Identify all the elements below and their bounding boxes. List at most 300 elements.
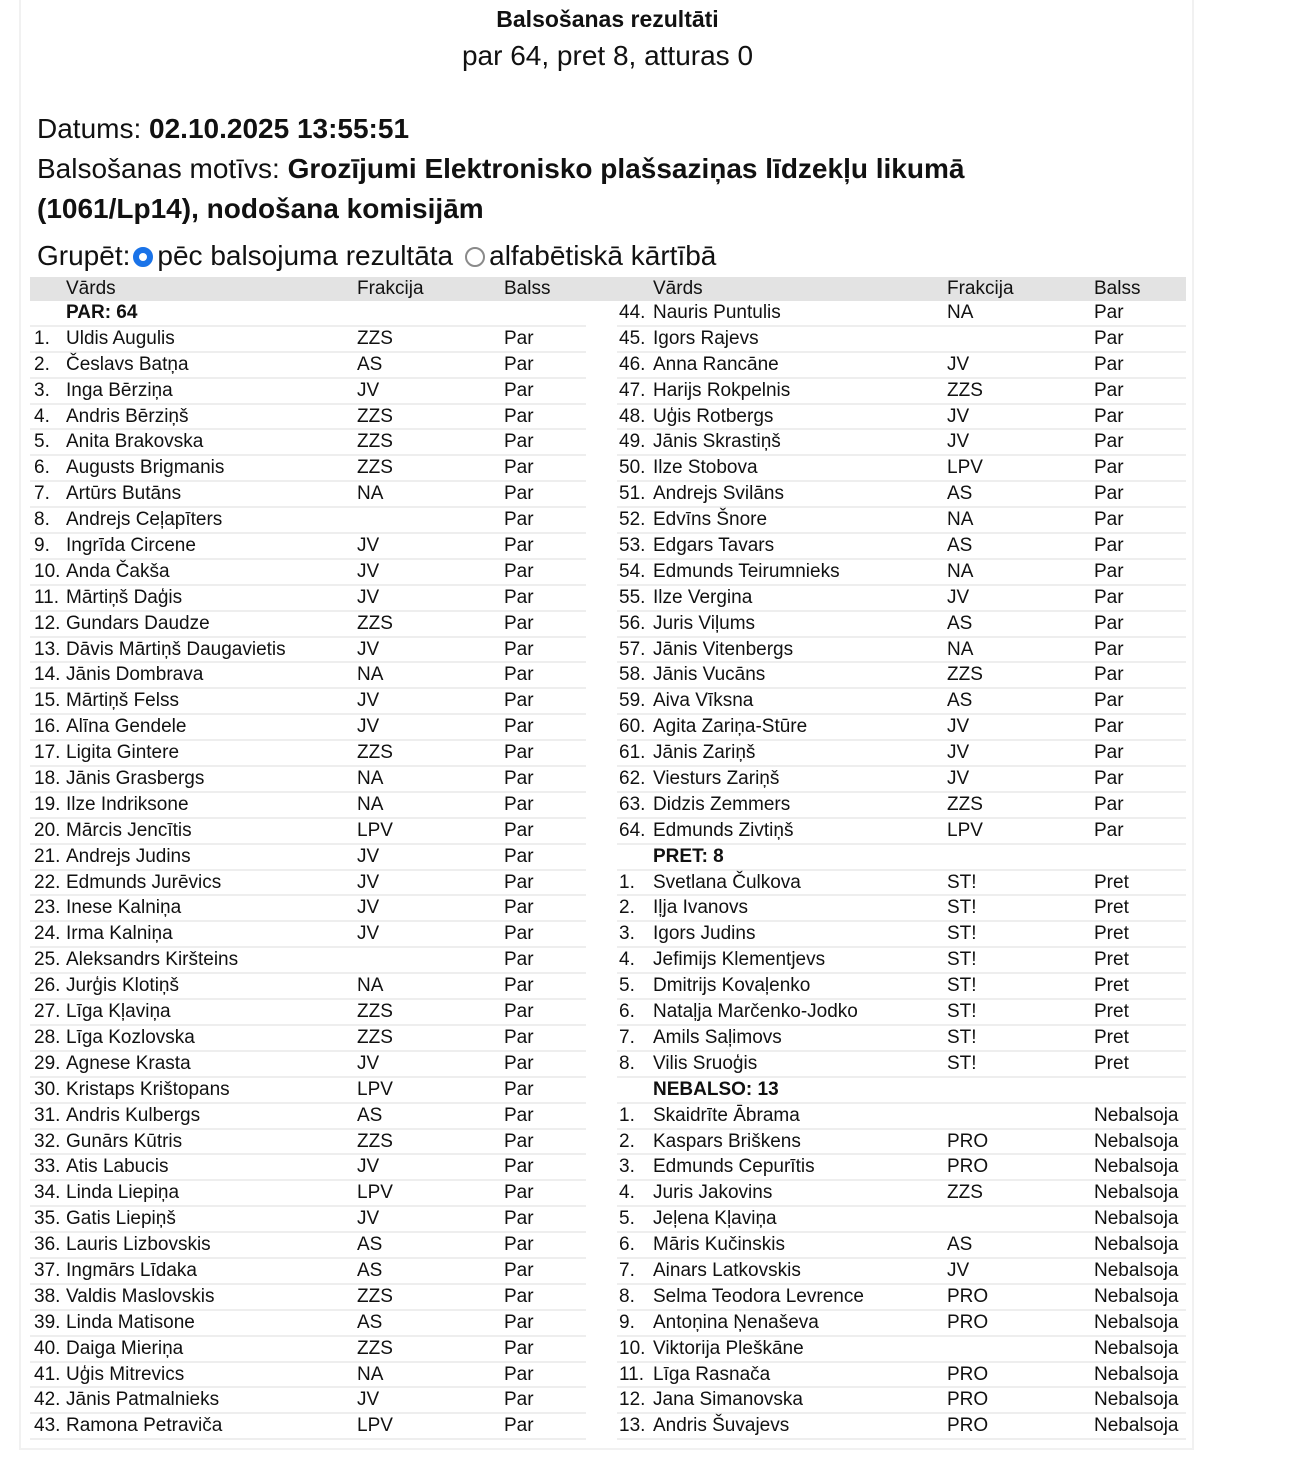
deputy-name: Līga Kozlovska	[66, 1026, 195, 1048]
faction: JV	[357, 1156, 380, 1178]
column-header-faction: Frakcija	[947, 278, 1014, 299]
faction: ST!	[947, 923, 977, 945]
column-header-vote: Balss	[504, 278, 551, 299]
row-number: 56.	[619, 612, 646, 634]
row-number: 5.	[619, 1208, 635, 1230]
row-number: 20.	[34, 819, 61, 841]
column-header-faction: Frakcija	[357, 278, 424, 299]
faction: ZZS	[947, 379, 983, 401]
table-row	[617, 1026, 1186, 1052]
table-row	[30, 560, 586, 586]
faction: NA	[357, 664, 384, 686]
table-row	[30, 327, 586, 353]
table-row	[30, 896, 586, 922]
table-row	[30, 845, 586, 871]
page-title: Balsošanas rezultāti	[496, 6, 719, 32]
vote-value: Nebalsoja	[1094, 1363, 1179, 1385]
deputy-name: Edvīns Šnore	[653, 509, 768, 531]
radio-alphabetical-label[interactable]: alfabētiskā kārtībā	[489, 240, 717, 271]
grouping-control	[37, 240, 716, 272]
table-row	[30, 974, 586, 1000]
deputy-name: Agnese Krasta	[66, 1052, 191, 1074]
vote-value: Nebalsoja	[1094, 1208, 1179, 1230]
deputy-name: Edmunds Zivtiņš	[653, 819, 794, 841]
table-row	[30, 1155, 586, 1181]
row-number: 31.	[34, 1104, 61, 1126]
row-number: 43.	[34, 1415, 61, 1437]
row-number: 11.	[619, 1363, 645, 1385]
vote-value: Par	[1094, 638, 1124, 660]
deputy-name: Uģis Mitrevics	[66, 1363, 185, 1385]
vote-value: Par	[1094, 431, 1124, 453]
row-number: 63.	[619, 793, 646, 815]
table-row	[30, 612, 586, 638]
faction: ZZS	[357, 405, 393, 427]
table-row	[617, 689, 1186, 715]
faction: AS	[357, 1234, 383, 1256]
vote-value: Par	[504, 768, 534, 790]
deputy-name: Jeļena Kļaviņa	[653, 1208, 777, 1230]
table-row	[617, 663, 1186, 689]
deputy-name: Andrejs Svilāns	[653, 483, 784, 505]
table-row	[30, 1233, 586, 1259]
vote-value: Pret	[1094, 975, 1129, 997]
table-row	[30, 508, 586, 534]
vote-value: Nebalsoja	[1094, 1130, 1179, 1152]
section-heading: PRET: 8	[653, 845, 724, 867]
deputy-name: Gundars Daudze	[66, 612, 210, 634]
faction: PRO	[947, 1415, 989, 1437]
table-row	[617, 379, 1186, 405]
deputy-name: Irma Kalniņa	[66, 923, 173, 945]
row-number: 1.	[34, 327, 50, 349]
vote-value: Par	[504, 742, 534, 764]
deputy-name: Ingmārs Līdaka	[66, 1259, 197, 1281]
deputy-name: Viesturs Zariņš	[653, 768, 780, 790]
section-heading-row	[617, 845, 1186, 871]
deputy-name: Linda Liepiņa	[66, 1182, 180, 1204]
faction: ZZS	[357, 457, 393, 479]
table-row	[30, 534, 586, 560]
faction: JV	[947, 742, 970, 764]
column-header-vote: Balss	[1094, 278, 1141, 299]
row-number: 1.	[619, 871, 635, 893]
faction: JV	[357, 871, 380, 893]
row-number: 39.	[34, 1311, 61, 1333]
faction: NA	[357, 975, 384, 997]
table-row	[30, 741, 586, 767]
faction: NA	[947, 302, 974, 323]
deputy-name: Gunārs Kūtris	[66, 1130, 183, 1152]
table-row	[617, 534, 1186, 560]
faction: ST!	[947, 975, 977, 997]
deputy-name: Andris Šuvajevs	[653, 1415, 790, 1437]
row-number: 60.	[619, 716, 646, 738]
deputy-name: Mārtiņš Felss	[66, 690, 179, 712]
deputy-name: Svetlana Čulkova	[653, 871, 801, 893]
deputy-name: Kaspars Briškens	[653, 1130, 801, 1152]
faction: JV	[357, 379, 380, 401]
table-row	[30, 767, 586, 793]
deputy-name: Edmunds Jurēvics	[66, 871, 222, 893]
vote-value: Par	[504, 845, 534, 867]
results-column-right	[617, 301, 1186, 1440]
row-number: 59.	[619, 690, 646, 712]
faction: ST!	[947, 1026, 977, 1048]
faction: AS	[357, 353, 383, 375]
faction: ZZS	[947, 664, 983, 686]
table-row	[30, 586, 586, 612]
deputy-name: Anna Rancāne	[653, 353, 779, 375]
vote-value: Par	[504, 949, 534, 971]
table-row	[30, 353, 586, 379]
faction: AS	[947, 612, 973, 634]
vote-value: Nebalsoja	[1094, 1104, 1179, 1126]
table-row	[617, 638, 1186, 664]
vote-value: Par	[504, 1052, 534, 1074]
deputy-name: Alīna Gendele	[66, 716, 187, 738]
table-row	[617, 1259, 1186, 1285]
deputy-name: Jānis Dombrava	[66, 664, 204, 686]
table-row	[617, 612, 1186, 638]
faction: NA	[947, 638, 974, 660]
motive-line	[37, 153, 964, 185]
row-number: 52.	[619, 509, 646, 531]
row-number: 29.	[34, 1052, 61, 1074]
table-row	[617, 1000, 1186, 1026]
row-number: 46.	[619, 353, 646, 375]
row-number: 3.	[34, 379, 50, 401]
deputy-name: Jānis Skrastiņš	[653, 431, 781, 453]
table-row	[30, 689, 586, 715]
vote-value: Par	[504, 431, 534, 453]
row-number: 18.	[34, 768, 61, 790]
radio-by-result-label[interactable]: pēc balsojuma rezultāta	[157, 240, 454, 271]
deputy-name: Andris Bērziņš	[66, 405, 189, 427]
vote-value: Par	[504, 1311, 534, 1333]
table-row	[617, 974, 1186, 1000]
deputy-name: Uģis Rotbergs	[653, 405, 774, 427]
vote-value: Par	[504, 1285, 534, 1307]
deputy-name: Jānis Grasbergs	[66, 768, 205, 790]
table-row	[617, 508, 1186, 534]
vote-value: Par	[1094, 379, 1124, 401]
date-label: Datums:	[37, 113, 142, 144]
table-row	[30, 1078, 586, 1104]
faction: JV	[357, 1389, 380, 1411]
deputy-name: Igors Judins	[653, 923, 756, 945]
deputy-name: Ilze Indriksone	[66, 793, 189, 815]
row-number: 7.	[619, 1026, 635, 1048]
deputy-name: Igors Rajevs	[653, 327, 759, 349]
row-number: 9.	[619, 1311, 635, 1333]
faction: JV	[357, 560, 380, 582]
vote-value: Nebalsoja	[1094, 1415, 1179, 1437]
table-row	[617, 1052, 1186, 1078]
deputy-name: Ainars Latkovskis	[653, 1259, 801, 1281]
table-row	[617, 1311, 1186, 1337]
row-number: 8.	[34, 509, 50, 531]
results-column-left	[30, 301, 586, 1440]
vote-value: Pret	[1094, 871, 1129, 893]
row-number: 8.	[619, 1052, 635, 1074]
vote-value: Par	[504, 1104, 534, 1126]
section-heading-row	[30, 301, 586, 327]
vote-value: Par	[1094, 690, 1124, 712]
vote-value: Par	[504, 586, 534, 608]
deputy-name: Artūrs Butāns	[66, 483, 182, 505]
row-number: 12.	[619, 1389, 646, 1411]
faction: JV	[357, 716, 380, 738]
grouping-label: Grupēt:	[37, 240, 131, 271]
table-row	[617, 586, 1186, 612]
table-row	[617, 715, 1186, 741]
table-row	[30, 1259, 586, 1285]
table-row	[30, 482, 586, 508]
row-number: 7.	[34, 483, 50, 505]
row-number: 55.	[619, 586, 646, 608]
deputy-name: Ramona Petraviča	[66, 1415, 223, 1437]
deputy-name: Selma Teodora Levrence	[653, 1285, 864, 1307]
table-header	[30, 277, 1186, 301]
row-number: 22.	[34, 871, 61, 893]
table-row	[617, 1414, 1186, 1440]
faction: ST!	[947, 897, 977, 919]
table-row	[617, 1207, 1186, 1233]
vote-value: Pret	[1094, 1052, 1129, 1074]
vote-value: Par	[504, 327, 534, 349]
row-number: 4.	[619, 949, 635, 971]
vote-value: Par	[1094, 535, 1124, 557]
row-number: 64.	[619, 819, 646, 841]
table-row	[617, 1130, 1186, 1156]
deputy-name: Andrejs Ceļapīters	[66, 509, 223, 531]
deputy-name: Mārcis Jencītis	[66, 819, 192, 841]
row-number: 9.	[34, 535, 50, 557]
vote-value: Par	[504, 560, 534, 582]
vote-value: Par	[504, 690, 534, 712]
deputy-name: Inese Kalniņa	[66, 897, 182, 919]
deputy-name: Lauris Lizbovskis	[66, 1234, 211, 1256]
deputy-name: Dmitrijs Kovaļenko	[653, 975, 811, 997]
row-number: 10.	[34, 560, 61, 582]
table-row	[617, 896, 1186, 922]
faction: JV	[947, 1259, 970, 1281]
faction: NA	[357, 483, 384, 505]
vote-value: Par	[504, 923, 534, 945]
vote-value: Par	[504, 664, 534, 686]
vote-value: Par	[1094, 612, 1124, 634]
row-number: 5.	[34, 431, 50, 453]
vote-value: Par	[504, 1182, 534, 1204]
faction: JV	[947, 768, 970, 790]
faction: ZZS	[357, 1026, 393, 1048]
deputy-name: Mārtiņš Daģis	[66, 586, 183, 608]
table-row	[30, 1104, 586, 1130]
vote-value: Par	[1094, 664, 1124, 686]
faction: ZZS	[357, 742, 393, 764]
motive-value: Grozījumi Elektronisko plašsaziņas līdzekļu likumā	[287, 153, 965, 184]
row-number: 1.	[619, 1104, 635, 1126]
table-row	[617, 948, 1186, 974]
vote-value: Nebalsoja	[1094, 1311, 1179, 1333]
row-number: 48.	[619, 405, 646, 427]
faction: NA	[947, 509, 974, 531]
vote-value: Nebalsoja	[1094, 1182, 1179, 1204]
faction: JV	[357, 638, 380, 660]
table-row	[30, 1181, 586, 1207]
row-number: 32.	[34, 1130, 61, 1152]
deputy-name: Aleksandrs Kiršteins	[66, 949, 239, 971]
vote-value: Par	[504, 1026, 534, 1048]
table-row	[30, 1311, 586, 1337]
row-number: 41.	[34, 1363, 61, 1385]
vote-value: Par	[504, 1208, 534, 1230]
deputy-name: Līga Rasnača	[653, 1363, 771, 1385]
vote-value: Pret	[1094, 949, 1129, 971]
table-row	[30, 922, 586, 948]
table-row	[617, 922, 1186, 948]
row-number: 4.	[34, 405, 50, 427]
row-number: 6.	[34, 457, 50, 479]
row-number: 23.	[34, 897, 61, 919]
vote-value: Nebalsoja	[1094, 1389, 1179, 1411]
row-number: 6.	[619, 1001, 635, 1023]
deputy-name: Valdis Maslovskis	[66, 1285, 215, 1307]
table-row	[30, 1337, 586, 1363]
vote-value: Par	[504, 483, 534, 505]
faction: JV	[357, 690, 380, 712]
deputy-name: Līga Kļaviņa	[66, 1001, 171, 1023]
vote-value: Par	[504, 975, 534, 997]
deputy-name: Linda Matisone	[66, 1311, 195, 1333]
vote-value: Par	[1094, 353, 1124, 375]
vote-value: Par	[504, 1415, 534, 1437]
deputy-name: Gatis Liepiņš	[66, 1208, 176, 1230]
vote-value: Nebalsoja	[1094, 1156, 1179, 1178]
row-number: 5.	[619, 975, 635, 997]
deputy-name: Daiga Mieriņa	[66, 1337, 184, 1359]
table-row	[30, 1388, 586, 1414]
table-row	[30, 715, 586, 741]
row-number: 15.	[34, 690, 61, 712]
deputy-name: Edmunds Teirumnieks	[653, 560, 840, 582]
column-header-name: Vārds	[653, 278, 703, 299]
vote-value: Par	[504, 1389, 534, 1411]
row-number: 44.	[619, 302, 646, 323]
deputy-name: Jana Simanovska	[653, 1389, 803, 1411]
vote-value: Par	[504, 1337, 534, 1359]
table-row	[30, 1026, 586, 1052]
row-number: 2.	[619, 897, 635, 919]
table-row	[30, 948, 586, 974]
row-number: 40.	[34, 1337, 61, 1359]
faction: PRO	[947, 1311, 989, 1333]
faction: NA	[947, 560, 974, 582]
row-number: 35.	[34, 1208, 61, 1230]
radio-by-result[interactable]	[133, 247, 153, 267]
table-row	[30, 379, 586, 405]
faction: NA	[357, 1363, 384, 1385]
vote-value: Pret	[1094, 1001, 1129, 1023]
vote-value: Par	[1094, 509, 1124, 531]
vote-value: Par	[504, 353, 534, 375]
faction: ST!	[947, 949, 977, 971]
vote-value: Par	[504, 871, 534, 893]
vote-value: Par	[504, 716, 534, 738]
table-row	[617, 456, 1186, 482]
row-number: 47.	[619, 379, 646, 401]
row-number: 58.	[619, 664, 646, 686]
faction: JV	[947, 431, 970, 453]
deputy-name: Kristaps Krištopans	[66, 1078, 230, 1100]
row-number: 2.	[34, 353, 50, 375]
deputy-name: Edmunds Cepurītis	[653, 1156, 815, 1178]
faction: AS	[357, 1104, 383, 1126]
faction: ZZS	[357, 1285, 393, 1307]
vote-value: Nebalsoja	[1094, 1285, 1179, 1307]
row-number: 62.	[619, 768, 646, 790]
row-number: 2.	[619, 1130, 635, 1152]
row-number: 57.	[619, 638, 646, 660]
row-number: 51.	[619, 483, 646, 505]
faction: PRO	[947, 1130, 989, 1152]
deputy-name: Agita Zariņa-Stūre	[653, 716, 808, 738]
faction: LPV	[947, 819, 983, 841]
vote-summary: par 64, pret 8, atturas 0	[461, 40, 754, 71]
table-row	[30, 405, 586, 431]
vote-value: Par	[1094, 405, 1124, 427]
deputy-name: Ilze Vergina	[653, 586, 753, 608]
faction: JV	[357, 535, 380, 557]
faction: AS	[947, 1234, 973, 1256]
deputy-name: Vilis Sruoģis	[653, 1052, 758, 1074]
row-number: 42.	[34, 1389, 61, 1411]
deputy-name: Juris Jakovins	[653, 1182, 773, 1204]
row-number: 11.	[34, 586, 60, 608]
faction: JV	[357, 897, 380, 919]
vote-value: Par	[1094, 819, 1124, 841]
table-row	[30, 1285, 586, 1311]
faction: LPV	[357, 1182, 393, 1204]
row-number: 24.	[34, 923, 61, 945]
deputy-name: Nataļja Marčenko-Jodko	[653, 1001, 858, 1023]
vote-value: Par	[1094, 327, 1124, 349]
row-number: 37.	[34, 1259, 61, 1281]
radio-alphabetical[interactable]	[465, 247, 485, 267]
table-row	[617, 741, 1186, 767]
vote-value: Par	[504, 1363, 534, 1385]
table-row	[617, 327, 1186, 353]
deputy-name: Jurģis Klotiņš	[66, 975, 179, 997]
deputy-name: Dāvis Mārtiņš Daugavietis	[66, 638, 286, 660]
table-row	[617, 871, 1186, 897]
vote-value: Par	[504, 405, 534, 427]
deputy-name: Andris Kulbergs	[66, 1104, 201, 1126]
faction: ZZS	[357, 612, 393, 634]
faction: NA	[357, 793, 384, 815]
row-number: 3.	[619, 1156, 635, 1178]
faction: NA	[357, 768, 384, 790]
row-number: 25.	[34, 949, 61, 971]
faction: LPV	[357, 819, 393, 841]
table-row	[617, 1155, 1186, 1181]
table-row	[617, 353, 1186, 379]
table-row	[617, 1337, 1186, 1363]
row-number: 45.	[619, 327, 646, 349]
deputy-name: Nauris Puntulis	[653, 302, 781, 323]
section-heading: PAR: 64	[66, 302, 138, 323]
